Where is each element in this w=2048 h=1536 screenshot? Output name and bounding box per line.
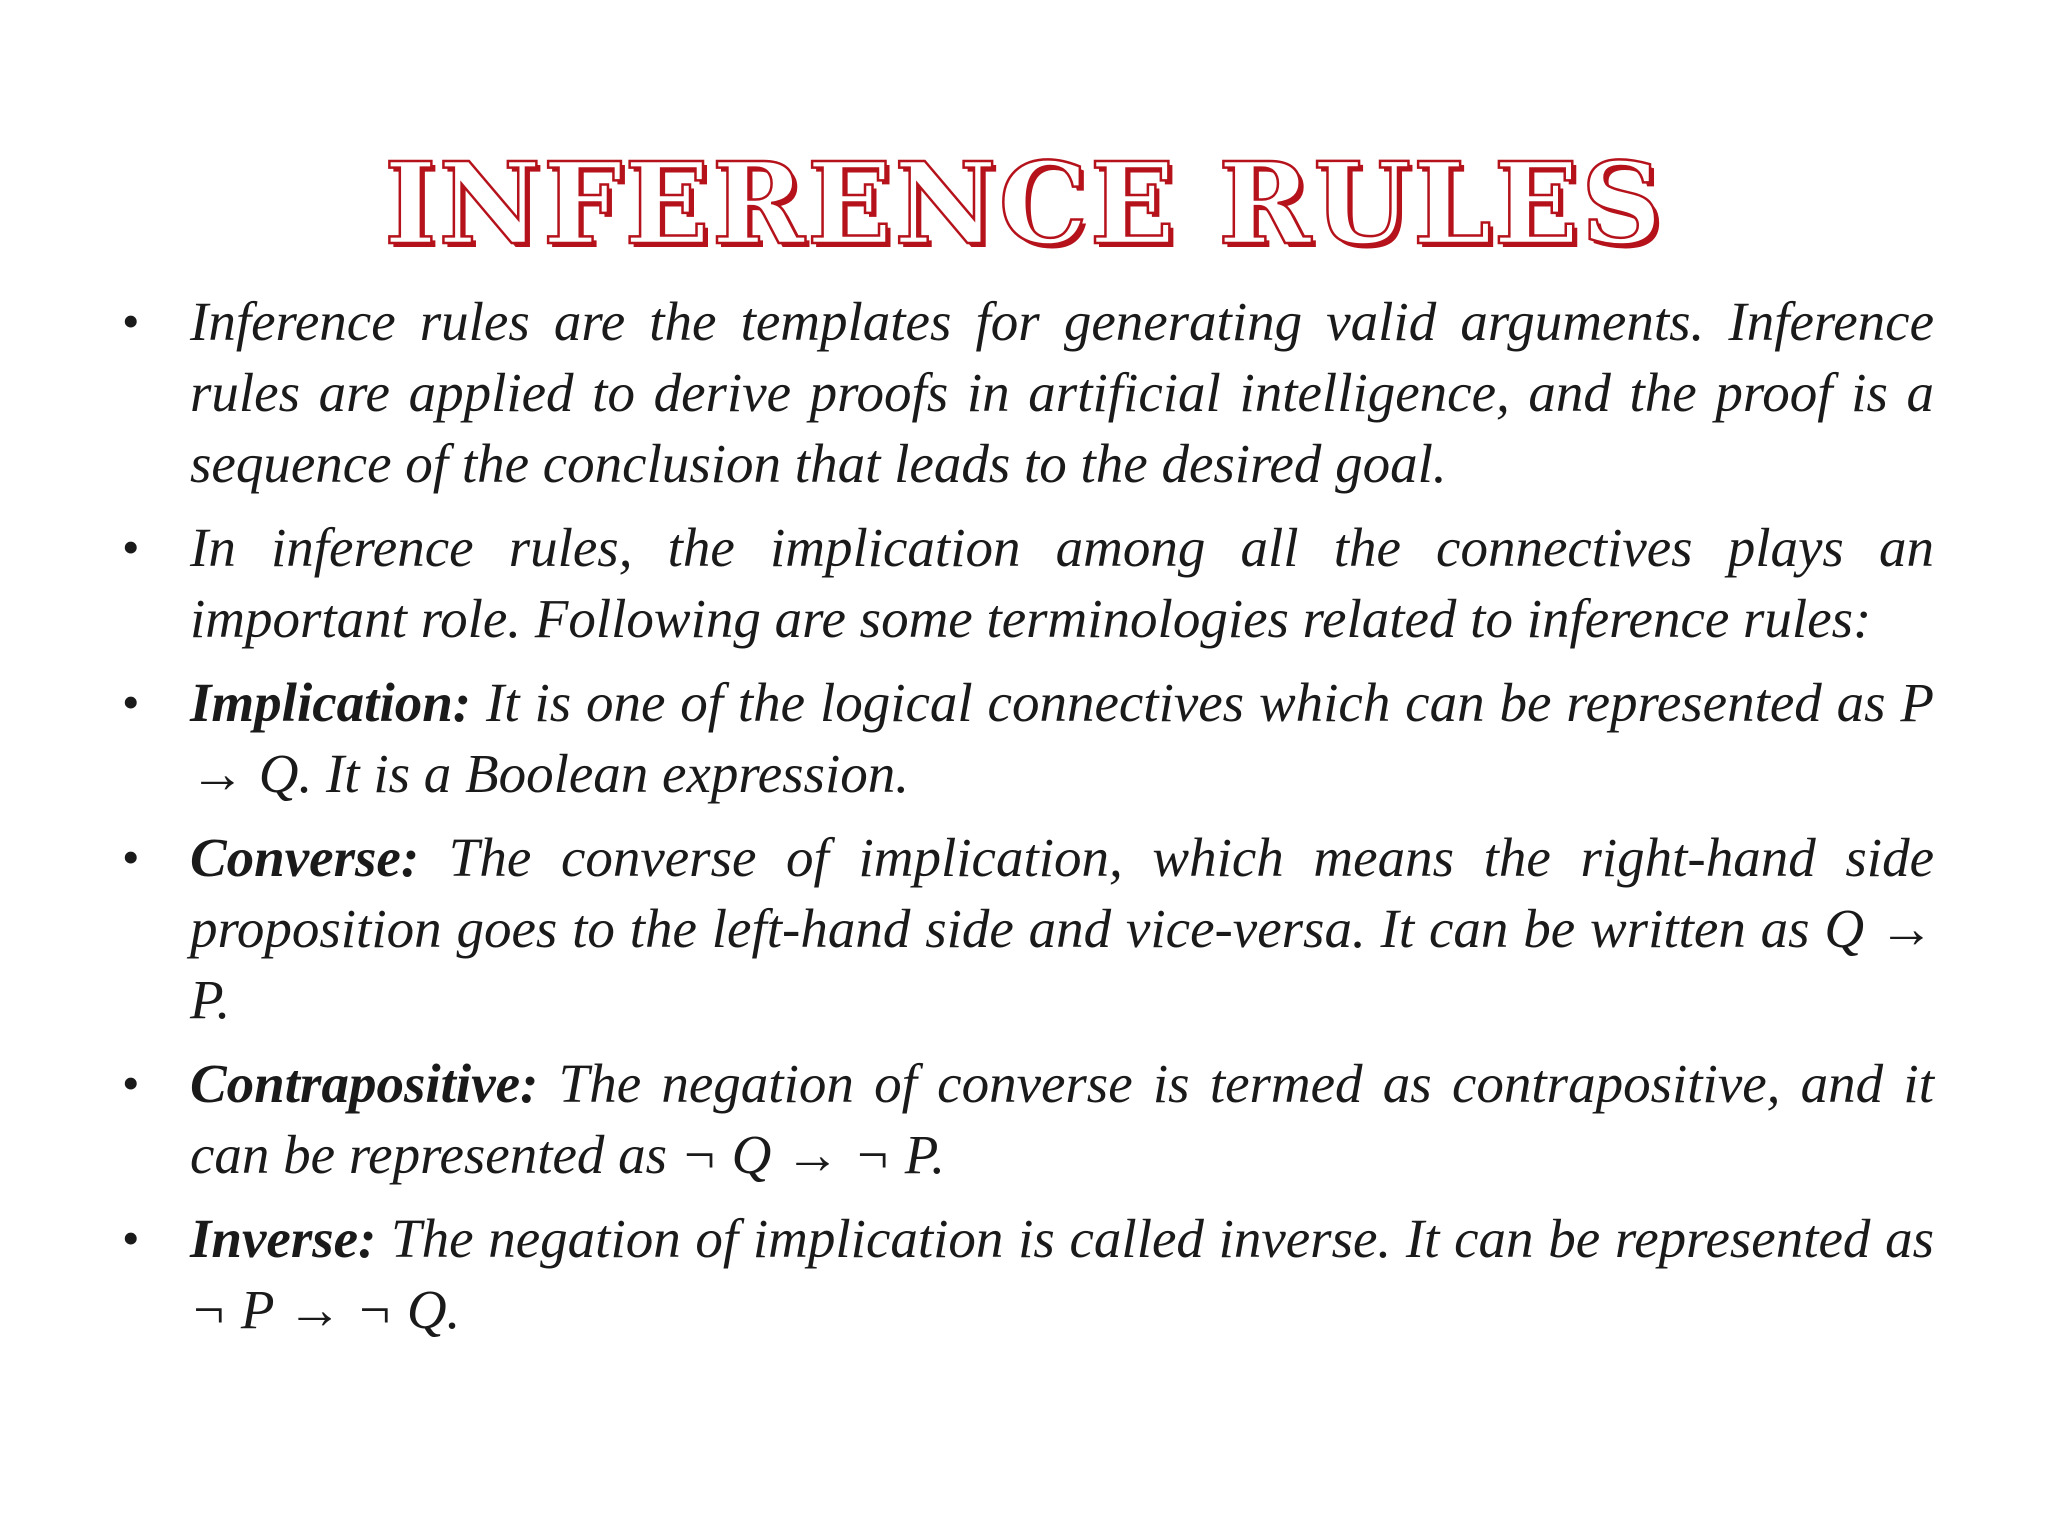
bullet-item-converse: [122, 822, 1934, 1035]
bullet-item-implication: [122, 667, 1934, 809]
bullet-icon: •: [122, 1210, 140, 1266]
bullet-text: It is one of the logical connectives which can be represented as P → Q. It is a Boolean expression.: [190, 672, 1934, 804]
bullet-term: Inverse:: [190, 1208, 377, 1269]
bullet-item-contrapositive: [122, 1048, 1934, 1190]
bullet-text: Inference rules are the templates for generating valid arguments. Inference rules are applied to derive proofs in artificial intelligence, and the proof is a sequence of the conclusion that leads to the desired goal.: [190, 291, 1934, 494]
bullet-icon: •: [122, 1055, 140, 1111]
bullet-text: The negation of converse is termed as contrapositive, and it can be represented as ¬ Q → ¬ P.: [190, 1053, 1934, 1185]
bullet-item-implication-role: [122, 512, 1934, 654]
bullet-text: The negation of implication is called inverse. It can be represented as ¬ P → ¬ Q.: [190, 1208, 1934, 1340]
bullet-icon: •: [122, 293, 140, 349]
bullet-icon: •: [122, 519, 140, 575]
bullet-text: In inference rules, the implication among all the connectives plays an important role. Following are some terminologies related to inference rules:: [190, 517, 1934, 649]
bullet-term: Implication:: [190, 672, 472, 733]
bullet-icon: •: [122, 829, 140, 885]
bullet-list: [122, 286, 1934, 1358]
slide-title: INFERENCE RULES: [384, 139, 1664, 270]
bullet-term: Contrapositive:: [190, 1053, 539, 1114]
bullet-term: Converse:: [190, 827, 420, 888]
bullet-text: The converse of implication, which means the right-hand side proposition goes to the left-hand side and vice-versa. It can be written as Q → P.: [190, 827, 1934, 1030]
bullet-icon: •: [122, 674, 140, 730]
bullet-item-inverse: [122, 1203, 1934, 1345]
bullet-item-inference-rules: [122, 286, 1934, 499]
